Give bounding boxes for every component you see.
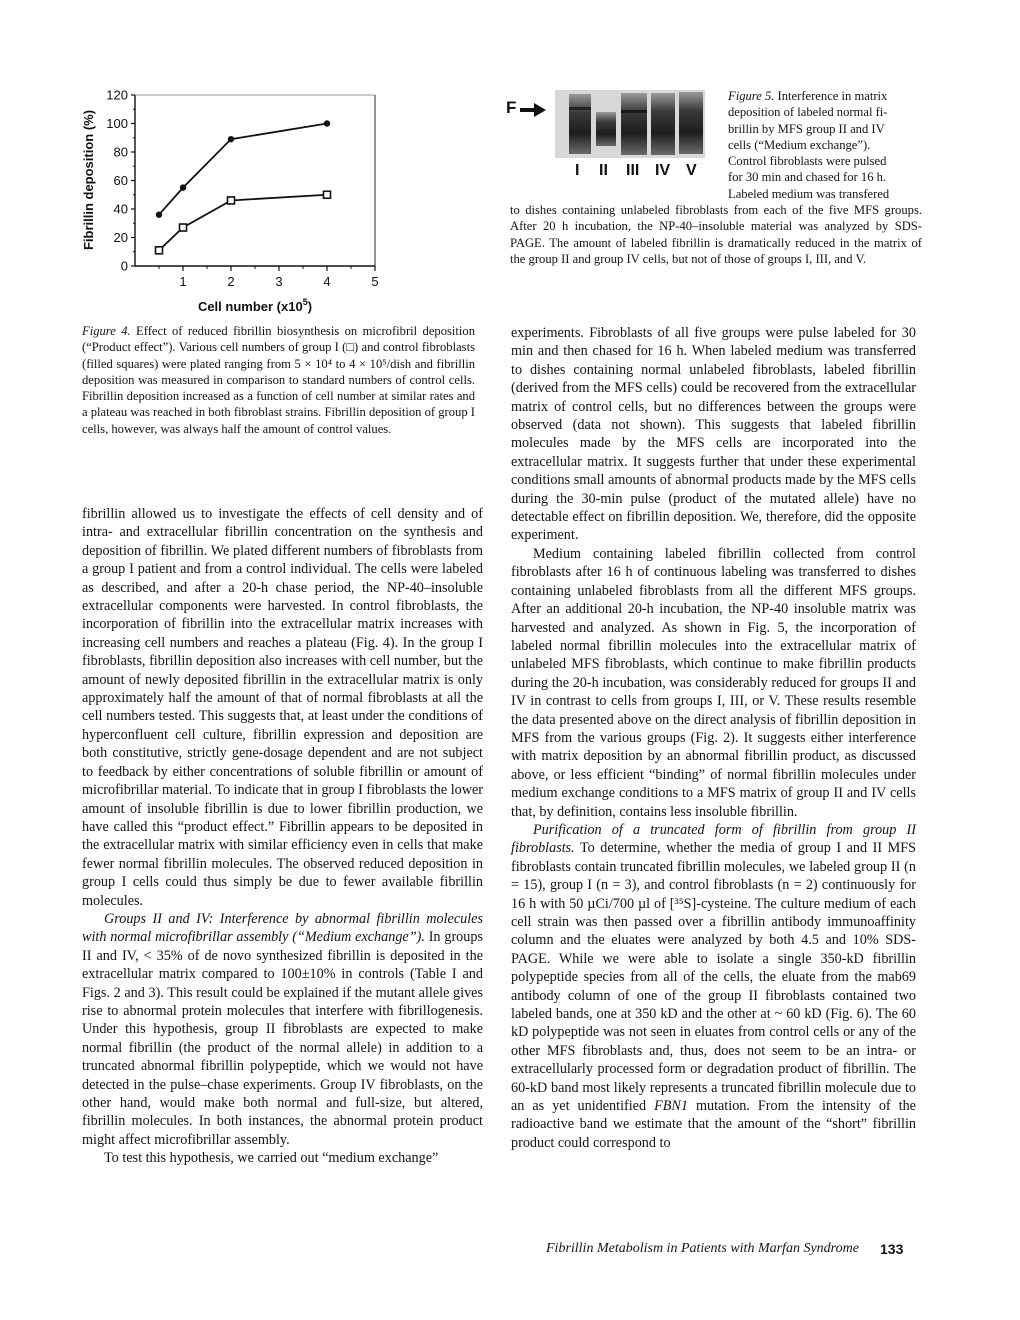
- caption-line: for 30 min and chased for 16 h.: [728, 170, 887, 185]
- caption-line: Control fibroblasts were pulsed: [728, 154, 887, 169]
- x-tick-label: 5: [371, 274, 379, 289]
- series-group: [156, 120, 331, 254]
- y-axis-ticks: [106, 88, 135, 274]
- figure-4-caption-text: Effect of reduced fibrillin biosynthesis on microfibril deposition (“Product effect”). Various cell numbers of group I (□) and control fibroblasts (filled squares) were plated ranging from 5 × 10⁴ to 4 × 10⁵/dish and fibrillin deposition was measured in comparison to standard numbers of control cells. Fibrillin deposition increased as a function of cell number at similar rates and a plateau was reached in both fibroblast strains. Fibrillin deposition of group I cells, however, was always half the amount of control values.: [82, 324, 476, 436]
- open-square-marker: [324, 191, 331, 198]
- filled-marker: [228, 136, 234, 142]
- marker-label-f: F: [506, 98, 517, 117]
- line-chart: [60, 80, 400, 320]
- x-tick-label: 2: [227, 274, 235, 289]
- open-square-marker: [228, 197, 235, 204]
- y-tick-label: 40: [113, 201, 128, 217]
- figure-5-gel-image: [506, 90, 720, 185]
- caption-line: deposition of labeled normal fi-: [728, 105, 888, 120]
- paragraph: fibrillin allowed us to investigate the effects of cell density and of intra- and extracellular fibrillin concentration on the synthesis and deposition of fibrillin. We plated different numbers of fibroblasts from a group I patient and from a control individual. The cells were labeled as described, and after a 20-h chase period, the NP-40–insoluble extracellular components were harvested. In control fibroblasts, the incorporation of fibrillin into the extracellular matrix increases with increasing cell numbers and reaches a plateau (Fig. 4). In the group I fibroblasts, fibrillin deposition also increases with cell number, but the amount of newly deposited fibrillin in the extracellular matrix is only approximately half the amount of that of normal fibroblasts at all the cell numbers tested. This suggests that, at least under the conditions of hyperconfluent cell culture, fibrillin expression and deposition are both constitutive, strictly gene-dosage dependent and are not subject to feedback by either concentrations of soluble fibrillin or amount of microfibrillar material. To indicate that in group I fibroblasts the lower amount of insoluble fibrillin is due to lower fibrillin production, we have called this “product effect.” Fibrillin appears to be deposited in the extracellular matrix with similar efficiency even in cells that make fewer normal fibrillin molecules. The observed reduced deposition in group I cells could thus simply be due to fewer available fibrillin molecules.: [82, 506, 483, 909]
- y-tick-label: 120: [106, 87, 128, 103]
- filled-marker: [156, 212, 162, 218]
- y-axis-title: Fibrillin deposition (%): [81, 109, 96, 251]
- series-line: [159, 124, 327, 215]
- open-square-marker: [180, 224, 187, 231]
- lane-iv-band: [651, 93, 675, 155]
- paragraph-text: In groups II and IV, < 35% of de novo synthesized fibrillin is deposited in the extracellular matrix compared to 100±10% in controls (Table I and Figs. 2 and 3). This result could be explained if the mutant allele gives rise to abnormal protein molecules that interfere with fibrillogenesis. Under this hypothesis, group II fibroblasts are expected to make normal fibrillin (the product of the normal allele) in addition to a truncated abnormal fibrillin polypeptide, which we would not have detected in the pulse–chase experiments. Group IV fibroblasts, on the other hand, would make both normal and full-size, but altered, fibrillin molecules. In both instances, the abnormal protein product might affect microfibrillar assembly.: [82, 929, 483, 1148]
- filled-marker: [324, 120, 330, 126]
- lane-iii-band: [621, 93, 647, 155]
- lane-labels: [555, 162, 705, 182]
- paragraph: To test this hypothesis, we carried out “medium exchange”: [104, 1150, 439, 1167]
- lane-v-band: [679, 92, 703, 154]
- running-title: Fibrillin Metabolism in Patients with Marfan Syndrome: [546, 1241, 859, 1256]
- figure-5-caption-rest: to dishes containing unlabeled fibroblasts from each of the five MFS groups. After 20 h incubation, the NP-40–insoluble material was analyzed by SDS-PAGE. The amount of labeled fibrillin is dramatically reduced in the matrix of the group II and group IV cells, but not of those of groups I, III, and V.: [510, 203, 922, 266]
- right-column-text: [511, 324, 916, 1152]
- figure-4-caption: [82, 323, 475, 437]
- x-tick-label: 4: [323, 274, 331, 289]
- y-tick-label: 100: [106, 116, 128, 131]
- y-tick-label: 0: [120, 258, 128, 274]
- page-number: 133: [880, 1241, 904, 1257]
- y-tick-label: 20: [113, 230, 128, 245]
- x-tick-label: 1: [179, 274, 187, 289]
- lane-label: III: [626, 162, 640, 179]
- paragraph-text: mutation. From the intensity of the radioactive band we estimate that the amount of the “short” fibrillin product could correspond to: [511, 1098, 916, 1151]
- caption-line: cells (“Medium exchange”).: [728, 137, 871, 152]
- lane-label: II: [599, 162, 608, 179]
- left-column-text: [82, 505, 483, 1168]
- lane-label: IV: [655, 162, 671, 179]
- lane-ii-band: [596, 112, 616, 146]
- y-tick-label: 60: [113, 173, 128, 188]
- series-line: [159, 195, 327, 251]
- paragraph: Medium containing labeled fibrillin collected from control fibroblasts after 16 h of continuous labeling was transferred to dishes containing unlabeled fibroblasts from all the different MFS groups. After an additional 20-h incubation, the NP-40 insoluble matrix was harvested and analyzed. As shown in Fig. 5, the incorporation of labeled normal fibrillin molecules into the extracellular matrix of unlabeled MFS fibroblasts, which continue to make fibrillin products during the 20-h incubation, was considerably reduced for groups II and IV in contrast to cells from groups I, III, or V. These results resemble the data presented above on the direct analysis of fibrillin deposition in MFS from the various groups (Fig. 2). It suggests either interference with matrix deposition by an abnormal fibrillin product, as discussed above, or less efficient “binding” of normal fibrillin molecules under medium exchange conditions to a MFS matrix of group II and IV cells that, by definition, contains less insoluble fibrillin.: [511, 545, 916, 820]
- paragraph: [82, 910, 483, 1149]
- y-tick-label: 80: [113, 144, 128, 160]
- figure-4-label: Figure 4.: [82, 324, 131, 338]
- x-axis-title: Cell number $(x10^5)$: [197, 297, 313, 314]
- paragraph: experiments. Fibroblasts of all five groups were pulse labeled for 30 min and then chased for 16 h. When labeled medium was transferred to dishes containing normal unlabeled fibroblasts, labeled fibrillin (derived from the MFS cells) could be recovered from the extracellular matrix of control cells, but no differences between the groups were observed (data not shown). This suggests that labeled fibrillin molecules made by the MFS cells are incorporated into the extracellular matrix. It suggests further that under these experimental conditions small amounts of abnormal products made by the MFS cells during the 30-min pulse (product of the mutated allele) have no detectable effect on fibrillin deposition. We, therefore, did the opposite experiment.: [511, 325, 916, 544]
- caption-line: Interference in matrix: [774, 89, 888, 103]
- figure-5-caption-side: [728, 88, 923, 202]
- gel-background: [555, 90, 705, 158]
- x-axis-ticks: [159, 266, 379, 289]
- plot-frame: [135, 95, 375, 266]
- figure-5-label: Figure 5.: [728, 89, 775, 103]
- arrow-right-icon: [520, 103, 546, 122]
- section-heading-purification: Purification of a truncated form of fibrillin from group II fibroblasts.: [511, 821, 916, 857]
- x-tick-label: 3: [275, 274, 283, 289]
- caption-line: brillin by MFS group II and IV: [728, 121, 885, 136]
- paragraph: [511, 821, 916, 1152]
- paragraph-text: To determine, whether the media of group I and II MFS fibroblasts contain truncated fibrillin molecules, we labeled group II (n = 15), group I (n = 3), and control fibroblasts (n = 2) continuously for 16 h with 50 µCi/700 µl of [³⁵S]-cysteine. The culture medium of each cell strain was then passed over a fibrillin antibody immunoaffinity column and the eluates were analyzed by both 4.5 and 10% SDS-PAGE. While we were able to isolate a single 350-kD fibrillin polypeptide species from all of the cells, the eluate from the mab69 antibody column of one of the group II fibroblasts contained two labeled bands, one at 350 kD and the other at ~ 60 kD (Fig. 6). The 60 kD polypeptide was not seen in eluates from control cells or any of the other MFS fibroblasts and, thus, does not seem to be an intra- or extracellularly processed form or degradation product of fibrillin. The 60-kD band most likely represents a truncated fibrillin molecule due to an as yet unidentified: [511, 840, 916, 1115]
- caption-line: Labeled medium was transfered: [728, 186, 890, 201]
- lane-label: I: [575, 162, 580, 179]
- filled-marker: [180, 184, 186, 190]
- lane-label: V: [686, 162, 697, 179]
- section-heading-groups-ii-iv: Groups II and IV: Interference by abnormal fibrillin molecules with normal microfibrillar assembly (“Medium exchange”).: [82, 910, 483, 946]
- figure-4-chart: [60, 80, 400, 320]
- open-square-marker: [156, 247, 163, 254]
- gene-name: FBN1: [654, 1098, 688, 1115]
- lane-i-band: [569, 94, 591, 154]
